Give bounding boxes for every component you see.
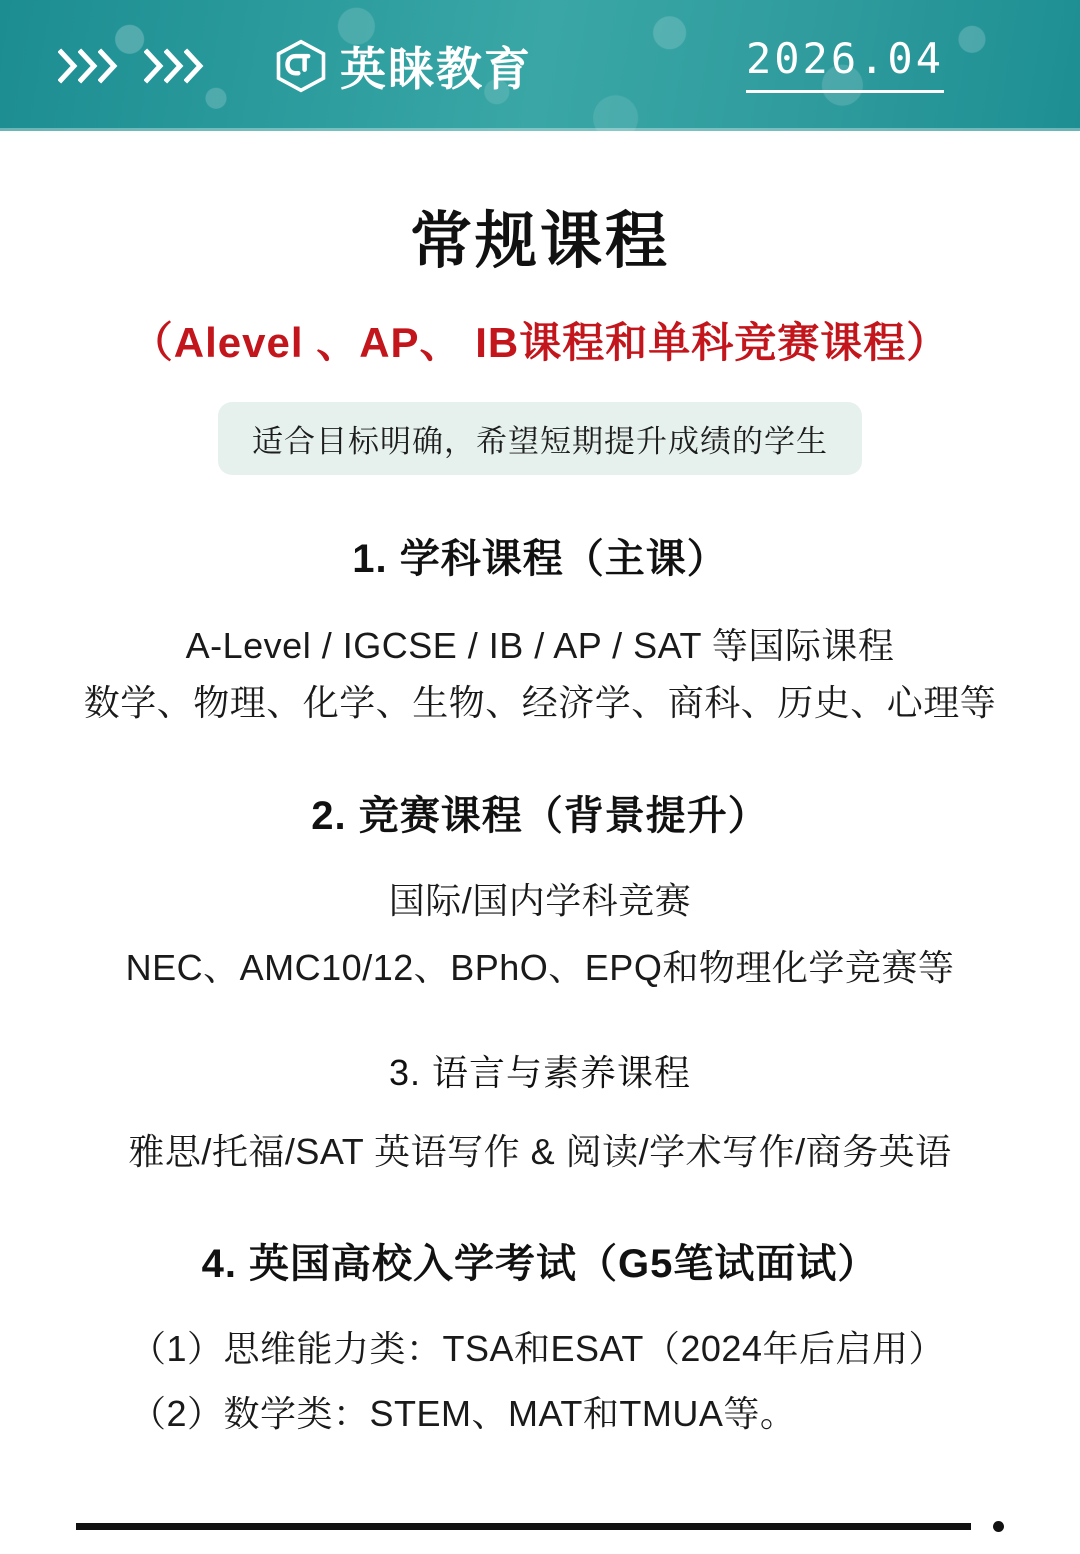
section-4-line-1: （1）思维能力类：TSA和ESAT（2024年后启用）	[130, 1327, 945, 1369]
page-title: 常规课程	[409, 207, 670, 276]
double-chevron-right-icon	[144, 47, 166, 85]
double-chevron-right-icon	[184, 47, 206, 85]
tagline-badge: 适合目标明确，希望短期提升成绩的学生	[218, 402, 862, 475]
section-2-line-1: 国际/国内学科竞赛	[388, 880, 692, 922]
section-heading-4: 4. 英国高校入学考试（G5笔试面试）	[201, 1241, 879, 1286]
section-heading-3: 3. 语言与素养课程	[388, 1052, 692, 1094]
brand-logo-mark-icon	[274, 39, 328, 93]
brand-lockup	[274, 33, 532, 99]
footer-divider	[0, 1521, 1080, 1532]
section-body-4	[40, 1323, 1040, 1439]
chevron-set-1	[58, 47, 118, 85]
section-2-line-2: NEC、AMC10/12、BPhO、EPQ和物理化学竞赛等	[125, 947, 955, 989]
double-chevron-right-icon	[78, 47, 100, 85]
footer-dot	[993, 1521, 1004, 1532]
page-header	[0, 0, 1080, 131]
brand-name: 英睐教育	[340, 42, 532, 95]
chevron-decoration	[58, 47, 204, 85]
issue-date	[745, 34, 944, 93]
footer-rule	[76, 1523, 971, 1530]
section-body-1	[40, 620, 1040, 728]
issue-date-underline	[746, 90, 944, 93]
section-1-line-1: A-Level / IGCSE / IB / AP / SAT 等国际课程	[185, 625, 895, 666]
section-body-2	[40, 875, 1040, 993]
section-1-line-2: 数学、物理、化学、生物、经济学、商科、历史、心理等	[83, 682, 997, 724]
double-chevron-right-icon	[58, 47, 80, 85]
document-body	[0, 191, 1080, 1439]
section-body-3	[40, 1126, 1040, 1177]
chevron-set-2	[144, 47, 204, 85]
section-heading-2: 2. 竞赛课程（背景提升）	[311, 794, 769, 839]
section-heading-1: 1. 学科课程（主课）	[352, 537, 728, 581]
double-chevron-right-icon	[164, 47, 186, 85]
double-chevron-right-icon	[98, 47, 120, 85]
section-3-line-1: 雅思/托福/SAT 英语写作 & 阅读/学术写作/商务英语	[128, 1131, 952, 1173]
section-4-line-2: （2）数学类：STEM、MAT和TMUA等。	[130, 1392, 797, 1434]
page-subtitle: （Alevel 、AP、 IB课程和单科竞赛课程）	[130, 319, 950, 366]
issue-date-text: 2026.04	[745, 34, 944, 83]
